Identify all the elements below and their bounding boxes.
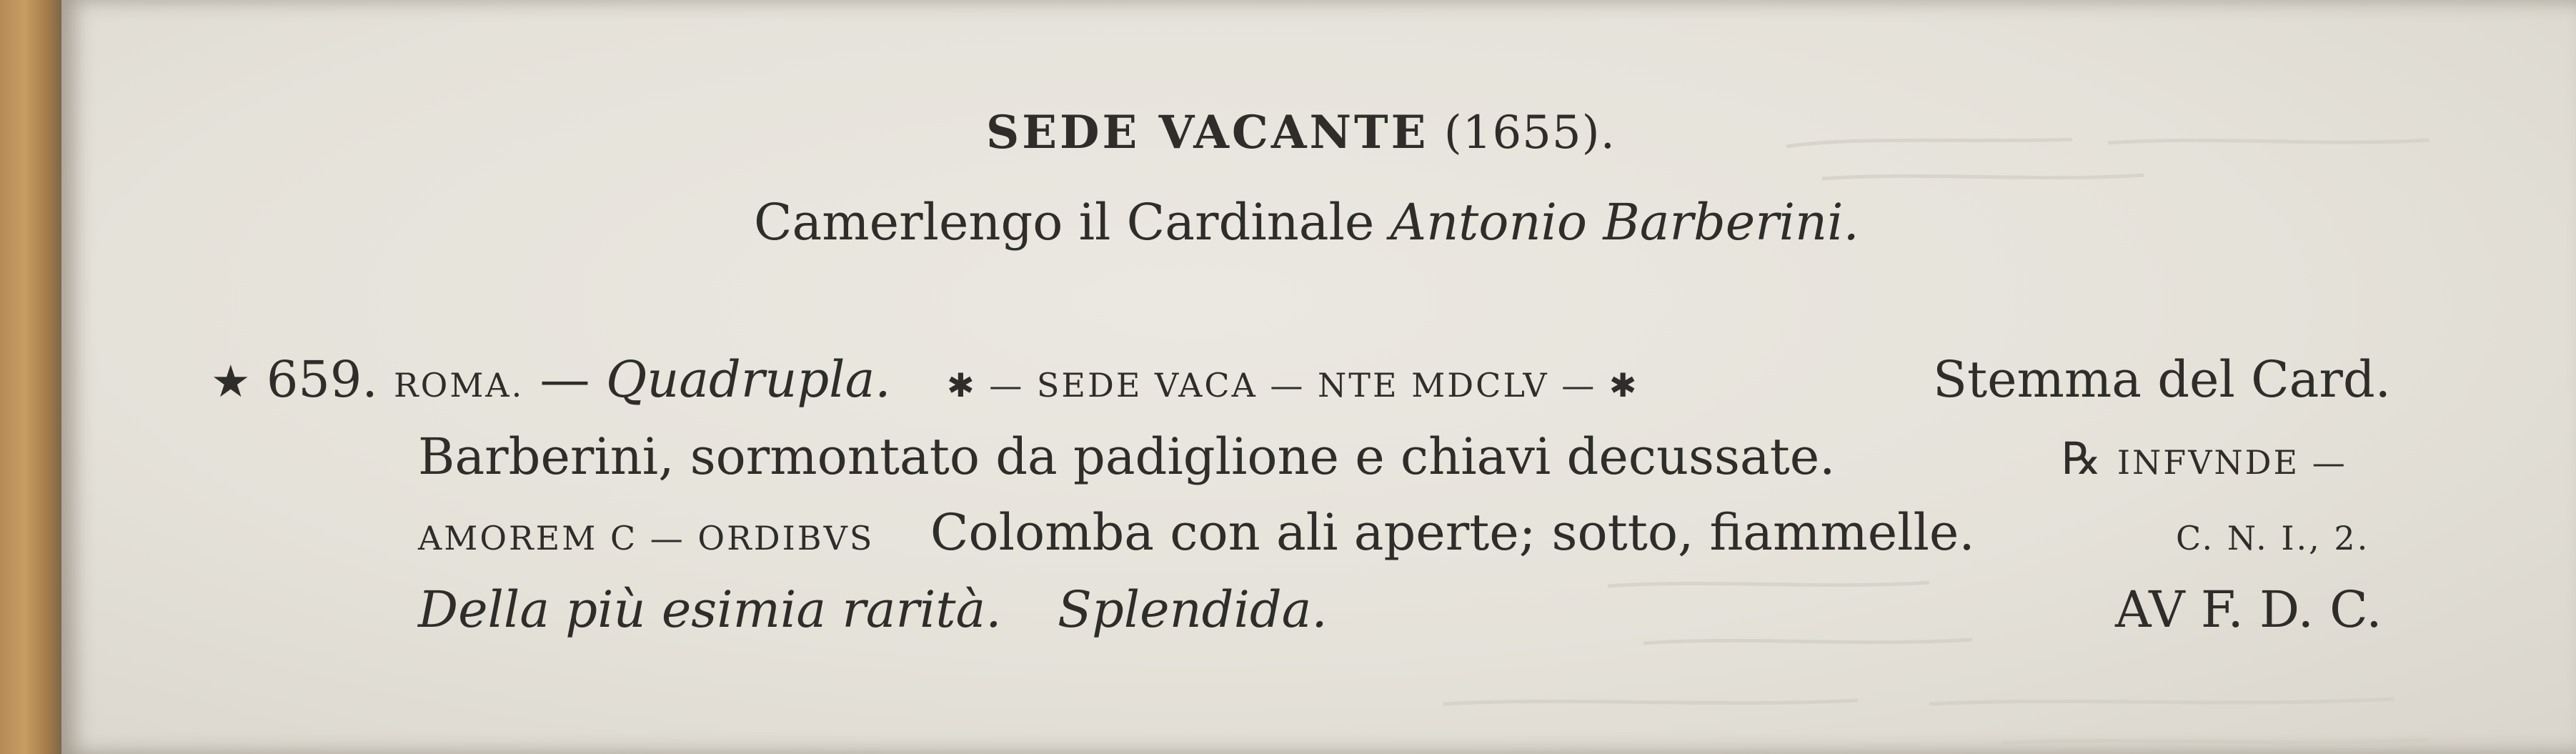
- star-icon: ★: [211, 355, 251, 407]
- obverse-desc-line-1: Stemma del Card.: [1933, 350, 2391, 409]
- entry-line-2: [418, 427, 1835, 486]
- section-heading: [986, 106, 1616, 159]
- entry-line-4: [418, 580, 1328, 639]
- camerlengo-line: [754, 193, 1859, 252]
- obverse-desc-line-1-block: [1933, 350, 2391, 409]
- heading-year: (1655).: [1443, 106, 1616, 159]
- entry-city: ROMA.: [393, 366, 524, 405]
- recipe-icon: ℞: [2062, 432, 2102, 485]
- entry-line-1: [211, 350, 1638, 409]
- camerlengo-name: Antonio Barberini.: [1390, 193, 1859, 252]
- rarity-note: Della più esimia rarità.: [418, 580, 1002, 639]
- reference: C. N. I., 2.: [2176, 519, 2370, 557]
- entry-line-3: [418, 503, 1975, 562]
- book-edge: [0, 0, 61, 754]
- entry-number: 659.: [266, 350, 378, 409]
- grade-note: Splendida.: [1058, 580, 1328, 639]
- coin-type: Quadrupla.: [605, 350, 891, 409]
- reverse-legend-part-2: AMOREM C — ORDIBVS: [418, 519, 875, 557]
- camerlengo-prefix: Camerlengo il Cardinale: [754, 193, 1375, 252]
- reverse-description: Colomba con ali aperte; sotto, fiammelle.: [930, 503, 1975, 562]
- obverse-desc-line-2: Barberini, sormontato da padiglione e chiavi decussate.: [418, 427, 1836, 486]
- reverse-legend-part-1: INFVNDE —: [2117, 443, 2347, 482]
- heading-title: SEDE VACANTE: [986, 106, 1429, 159]
- obverse-legend: ✱ — SEDE VACA — NTE MDCLV — ✱: [947, 366, 1639, 405]
- entry-dash: —: [539, 350, 590, 409]
- condition-block: [2115, 580, 2382, 639]
- metal-and-condition: AV F. D. C.: [2115, 580, 2382, 639]
- reference-block: [2176, 503, 2369, 562]
- reverse-legend-start-block: [2062, 427, 2347, 486]
